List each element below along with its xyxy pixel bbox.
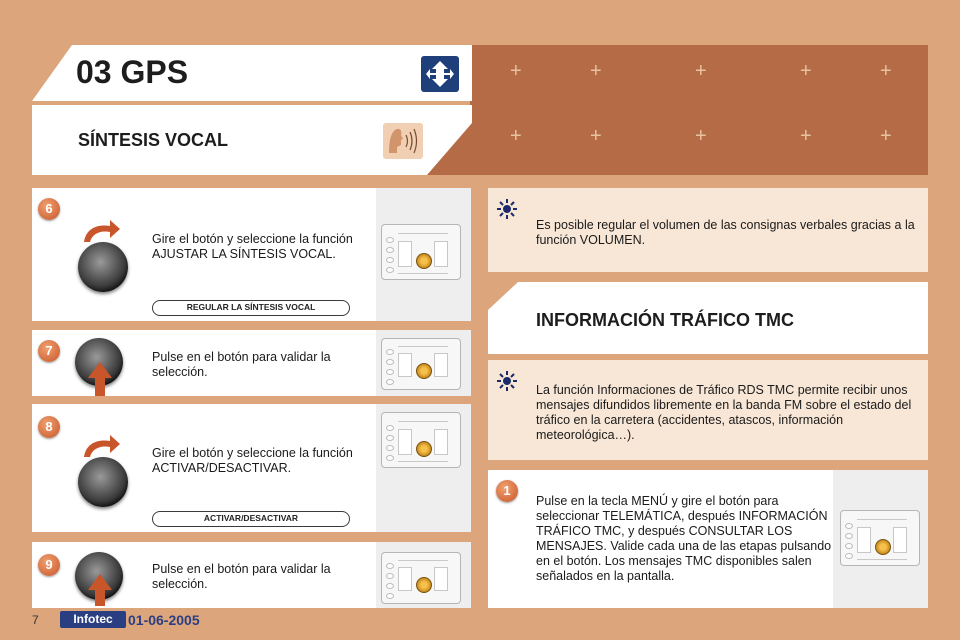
control-knob[interactable] [78, 242, 128, 292]
radio-unit-1 [840, 510, 920, 566]
tip-1-text: Es posible regular el volumen de las consignas verbales gracias a la función VOLUMEN. [536, 218, 915, 247]
step-7-number: 7 [38, 340, 60, 362]
step-9-text: Pulse en el botón para validar la selección. [152, 562, 331, 591]
tip-2-text: La función Informaciones de Tráfico RDS TMC permite recibir unos mensajes difundidos libremente en la banda FM sobre el estado del tráfico en la carretera (accidentes, atascos, información meteorológica…). [536, 383, 912, 442]
rotate-arrow-icon [82, 218, 122, 244]
tmc-title: INFORMACIÓN TRÁFICO TMC [536, 310, 794, 330]
step-6-pill: REGULAR LA SÍNTESIS VOCAL [152, 300, 350, 316]
voice-icon [383, 123, 423, 159]
step-1-number: 1 [496, 480, 518, 502]
tip-sun-icon [496, 198, 518, 220]
radio-unit-7 [381, 338, 461, 390]
step-8-number: 8 [38, 416, 60, 438]
page-title: 03 GPS [76, 54, 189, 90]
step-8-text: Gire el botón y seleccione la función ACTIVAR/DESACTIVAR. [152, 446, 353, 475]
control-knob[interactable] [78, 457, 128, 507]
step-8-pill: ACTIVAR/DESACTIVAR [152, 511, 350, 527]
press-arrow-icon [86, 360, 114, 398]
header-texture: + + + + + + + + + + [470, 45, 928, 175]
radio-unit-6 [381, 224, 461, 280]
section-title: SÍNTESIS VOCAL [78, 130, 229, 150]
step-6-text: Gire el botón y seleccione la función AJUSTAR LA SÍNTESIS VOCAL. [152, 232, 353, 261]
step-1-text: Pulse en la tecla MENÚ y gire el botón para seleccionar TELEMÁTICA, después INFORMACIÓN TRÁFICO TMC, y después CONSULTAR LOS MENSAJES. Valide cada una de las etapas pulsando en el botón. Los mensajes TMC disponibles salen señalados en la pantalla. [536, 494, 832, 583]
navigation-icon [420, 55, 460, 93]
press-arrow-icon [86, 572, 114, 608]
tip-sun-icon [496, 370, 518, 392]
footer-date: 01-06-2005 [128, 612, 200, 628]
radio-unit-8 [381, 412, 461, 468]
page-number: 7 [32, 613, 39, 627]
step-9-number: 9 [38, 554, 60, 576]
rotate-arrow-icon [82, 433, 122, 459]
infotec-logo: Infotec [60, 611, 126, 628]
step-7-text: Pulse en el botón para validar la selección. [152, 350, 331, 379]
radio-unit-9 [381, 552, 461, 604]
step-6-number: 6 [38, 198, 60, 220]
